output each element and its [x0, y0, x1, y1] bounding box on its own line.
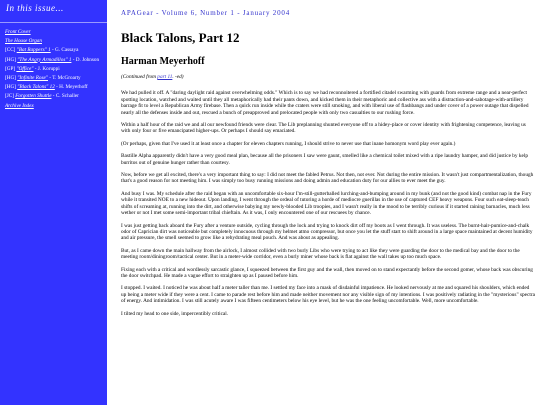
sidebar-item	[5, 103, 103, 109]
story-paragraph: Now, before we get all excited, there's a very important thing to say: I did not meet the fabled Petrus. Not then, not ever. Not during the entire mission. It wasn't just compartmentalization, though that's a good reason for not meeting him. I was simply too busy running missions and doing admin and education duty for our allies to ever meet the guy.	[121, 172, 534, 185]
page-title: Black Talons, Part 12	[121, 30, 240, 45]
story-body	[121, 90, 535, 317]
sidebar-item	[5, 93, 103, 99]
sidebar-link[interactable]: Front Cover	[5, 29, 31, 35]
sidebar-link[interactable]: "Office"	[16, 65, 34, 72]
author-name: Harman Meyerhoff	[121, 56, 205, 67]
story-paragraph: (Or perhaps, given that I've used it at least once a chapter for eleven chapters running, I should strive to never use that inane homonym word play ever again.)	[121, 140, 456, 147]
sidebar-item	[5, 29, 103, 35]
sidebar-link[interactable]: "Infinite Rose"	[17, 75, 48, 82]
sidebar-link[interactable]: "The Angry Armadillos" 1	[17, 56, 72, 63]
author-credit: - G. Cassaya	[50, 47, 79, 54]
story-paragraph: I was just getting back aboard the Fury after a venture outside, cycling through the lock and trying to knock dirt off my boots as I went through. It was useless. The burnt-hair-pumice-and-chalk odor of Caprician dirt was noticeable but completely innocuous through my helmet atmo compressor, but once you let the stuff start to shift around in a large space maintained at decent humidity and air pressure, the smell seemed to grow like a rehydrating meal pouch. And was about as appealing.	[121, 222, 533, 242]
sidebar-list	[0, 29, 107, 109]
author-credit: - H. Meyerhoff	[54, 84, 88, 91]
section-tag: [JC]	[5, 93, 14, 100]
section-tag: [CC]	[5, 47, 16, 54]
section-tag: [HG]	[5, 75, 16, 82]
section-tag: [HG]	[5, 84, 16, 91]
story-paragraph: I tilted my head to one side, impercentibly critical.	[121, 310, 229, 317]
main-content	[121, 0, 535, 405]
author-credit: - D. Johnson	[71, 56, 100, 63]
sidebar-title: In this issue...	[0, 0, 107, 23]
story-paragraph: But, as I came down the main hallway from the airlock, I almost collided with two burly Libs who were trying to act like they were guarding the door to the medical bay and the door to the meeting room/diningroom/tactical center. But in a meter-wide corridor, even a burly miner whose back is flat against the wall takes up too much space.	[121, 247, 520, 261]
issue-line: APAGear - Volume 6, Number 1 - January 2004	[121, 9, 291, 17]
story-paragraph: We had pulled it off. A "daring daylight raid against overwhelming odds." Which is to say we had reconnoitered a fortified citadel swarming with guards from extreme range and a near-perfect spotting location, watched and waited until they all metaphorically had their pants down, and kicked them in their metaphoric and collective ass with a distraction-and-sabotage-with-artillery barrage fit to level a Republican Army firebase. Then a quick run inside while the craters were still smoking, and with liberal use of flashbangs and under cover of a power outage that dispelled nearly all the defenses inside and out, rescued a bunch of preapproved and prelocated people with only two casualties to our rushing force.	[121, 90, 529, 116]
previous-part-link[interactable]: part 11	[157, 74, 173, 80]
sidebar	[0, 0, 107, 405]
section-tag: [HG]	[5, 56, 16, 63]
sidebar-item	[5, 75, 103, 81]
continued-note: (Continued from part 11. -ed)	[121, 74, 184, 80]
sidebar-link[interactable]: Forgotten Shuttle	[15, 93, 52, 100]
sidebar-item	[5, 47, 103, 53]
story-paragraph: I stopped. I waited. I noticed he was about half a meter taller than me. I settled my face into a mask of disdainful impatience. He looked nervously at me and squared his shoulders, which ended up being a meter wide if they were a cent. I came to parade rest before him and made neither movement nor any visible sign of my intentions. I was positively radiating in the "mysterious" spectra of energy. And intimidation. I was still acutely aware I was fifteen centimeters below his eye level, but he was the one feeling uncomfortable. Well, more uncomfortable.	[121, 285, 535, 305]
author-credit: - J. Koruppi	[33, 65, 60, 72]
sidebar-item	[5, 57, 103, 63]
sidebar-item	[5, 38, 103, 44]
story-paragraph: Bastille Alpha apparently didn't have a very good meal plan, because all the prisoners I saw were gaunt, smelled like a chemical toilet mixed with a ripe laundry hamper, and did justice by kelp burritos out of genuine hunger rather than courtesy.	[121, 153, 529, 166]
story-paragraph: And busy I was. My schedule after the raid began with an uncomfortable six-hour I'm-still-gutterballed lurching-and-bumping around in my bunk (and not the good kind) combat nap in the Fury while it transited NOE to a new hideout. Upon landing, I went through the ordeal of tutoring a horde of mediocre guerillas in the use of captured CEF heavy weapons. Four such eat-sleep-teach shifts of screaming at, running into the dirt, and otherwise babying my newly-blooded Lib troopies, and I wasn't really in the mood to be terribly curious if it started raining barnacles, much less wether or not I met some semi-important tribal chieftain. As it was, I only encountered one of our rescuees by chance.	[121, 190, 532, 217]
author-credit: - C. Schaller	[51, 93, 79, 100]
sidebar-link[interactable]: Archive Index	[5, 102, 34, 109]
story-paragraph: Fixing each with a critical and wordlessly sarcastic glance, I squeezed between the first guy and the wall, then moved on to stand expectantly before the second gomer, whose back was obscuring the door switchpad. He made a vague effort to straighten up as I paused before him.	[121, 266, 533, 279]
section-tag: [GP]	[5, 65, 16, 72]
sidebar-link[interactable]: "Bat Rappers" 1	[16, 47, 51, 54]
sidebar-item	[5, 84, 103, 90]
sidebar-item	[5, 66, 103, 72]
sidebar-link[interactable]: The House Organ	[5, 38, 42, 45]
sidebar-link[interactable]: "Black Talons" 12	[17, 84, 55, 91]
story-paragraph: Within a half hour of the raid we and all our newfound friends were clear. The Lib preplanning shunted everyone off to a hidey-place or cover identity with frightening competence, leaving us with only four or five emancipated higher-ups. Or perhaps I should say emaciated.	[121, 122, 526, 135]
author-credit: - T. McGroarty	[47, 75, 81, 82]
